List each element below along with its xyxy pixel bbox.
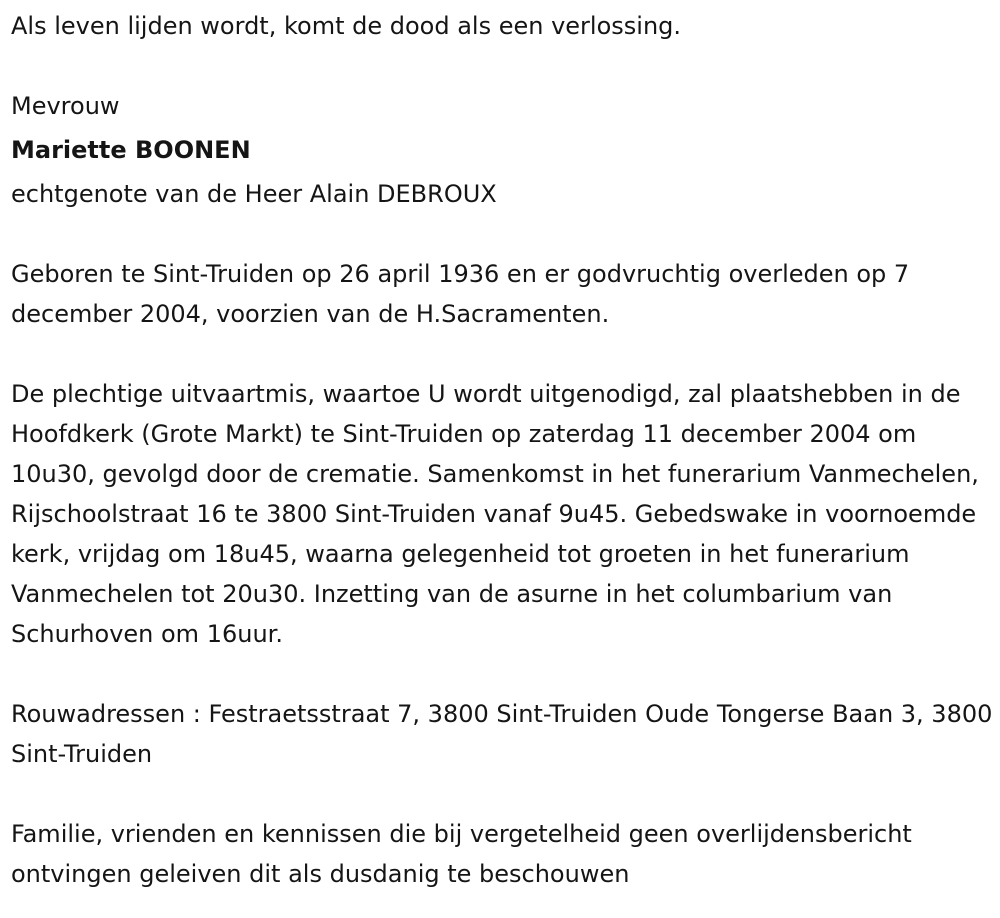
deceased-name: Mariette BOONEN: [11, 136, 251, 164]
closing-paragraph: Familie, vrienden en kennissen die bij vergetelheid geen overlijdensbericht ontvingen geleiven dit als dusdanig te beschouwen: [11, 820, 912, 888]
motto-text: Als leven lijden wordt, komt de dood als een verlossing.: [11, 12, 682, 40]
addresses-paragraph: Rouwadressen : Festraetsstraat 7, 3800 Sint-Truiden Oude Tongerse Baan 3, 3800 Sint-Truiden: [11, 700, 993, 768]
relation-text: echtgenote van de Heer Alain DEBROUX: [11, 180, 497, 208]
salutation-text: Mevrouw: [11, 92, 120, 120]
spacer: [11, 654, 991, 694]
obituary-notice: [11, 6, 991, 894]
spacer: [11, 214, 991, 254]
birth-death-paragraph: Geboren te Sint-Truiden op 26 april 1936 en er godvruchtig overleden op 7 december 2004, voorzien van de H.Sacramenten.: [11, 260, 910, 328]
spacer: [11, 774, 991, 814]
service-paragraph: De plechtige uitvaartmis, waartoe U wordt uitgenodigd, zal plaatshebben in de Hoofdkerk (Grote Markt) te Sint-Truiden op zaterdag 11 december 2004 om 10u30, gevolgd door de crematie. Samenkomst in het funerarium Vanmechelen, Rijschoolstraat 16 te 3800 Sint-Truiden vanaf 9u45. Gebedswake in voornoemde kerk, vrijdag om 18u45, waarna gelegenheid tot groeten in het funerarium Vanmechelen tot 20u30. Inzetting van de asurne in het columbarium van Schurhoven om 16uur.: [11, 380, 979, 648]
spacer: [11, 46, 991, 86]
spacer: [11, 334, 991, 374]
